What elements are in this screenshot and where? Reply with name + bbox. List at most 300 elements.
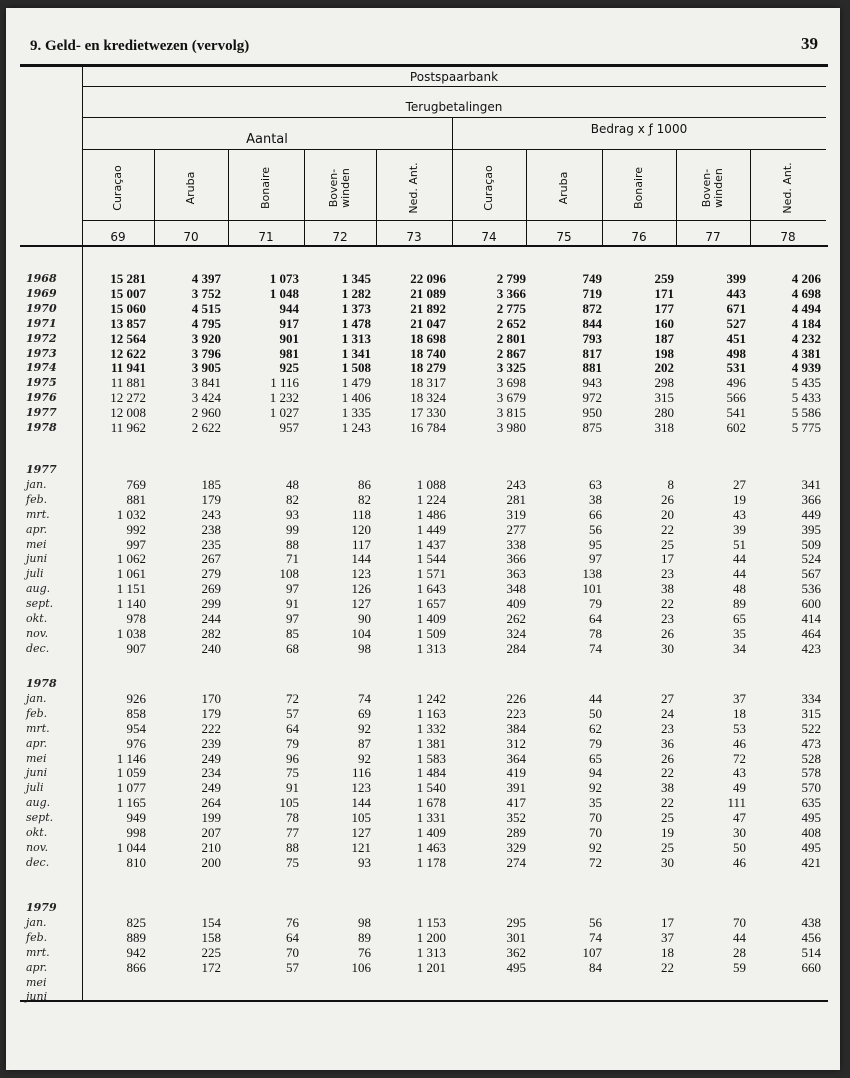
table-cell: 18 698	[410, 330, 446, 346]
table-cell: 531	[726, 360, 746, 376]
table-cell: 451	[726, 330, 746, 346]
table-cell: 1 381	[416, 735, 446, 751]
table-cell: 144	[351, 795, 371, 811]
table-cell: 925	[279, 360, 299, 376]
table-cell: 281	[506, 491, 526, 507]
table-cell: 123	[351, 780, 371, 796]
table-cell: 1 232	[269, 390, 299, 406]
table-cell: 301	[506, 929, 526, 945]
table-cell: 44	[733, 929, 746, 945]
row-label: 1977	[26, 463, 57, 476]
table-cell: 844	[582, 315, 602, 331]
table-cell: 117	[351, 536, 371, 552]
row-label: nov.	[26, 840, 49, 854]
table-cell: 118	[351, 506, 371, 522]
table-cell: 36	[661, 735, 674, 751]
table-cell: 18 324	[410, 390, 446, 406]
table-cell: 259	[654, 271, 674, 286]
table-cell: 602	[726, 420, 746, 435]
table-cell: 810	[126, 854, 146, 870]
row-label: 1973	[26, 346, 57, 360]
table-cell: 1 163	[416, 705, 446, 721]
table-cell: 364	[506, 750, 526, 766]
table-cell: 4 515	[191, 300, 221, 316]
table-cell: 97	[589, 551, 602, 567]
row-label: sept.	[26, 811, 54, 825]
table-cell: 94	[589, 765, 602, 781]
row-label: mrt.	[26, 721, 50, 735]
table-cell: 127	[351, 825, 371, 840]
table-cell: 3 796	[191, 345, 221, 361]
table-cell: 495	[506, 959, 526, 975]
table-cell: 4 698	[791, 285, 821, 301]
table-cell: 567	[801, 566, 821, 582]
table-cell: 1 486	[416, 506, 446, 522]
table-cell: 26	[661, 625, 674, 641]
table-cell: 111	[727, 795, 746, 811]
table-cell: 13 857	[110, 315, 146, 331]
table-cell: 907	[126, 640, 146, 656]
table-cell: 1 657	[416, 596, 446, 612]
table-cell: 43	[733, 506, 746, 522]
table-cell: 1 406	[341, 390, 371, 406]
row-label: 1971	[26, 316, 57, 330]
table-cell: 926	[126, 690, 146, 706]
table-cell: 881	[582, 360, 602, 376]
table-cell: 77	[286, 825, 299, 840]
row-label: okt.	[26, 826, 48, 839]
table-cell: 1 478	[341, 315, 371, 331]
table-cell: 4 232	[791, 330, 821, 346]
table-cell: 341	[801, 476, 821, 492]
table-cell: 76	[286, 914, 299, 930]
table-cell: 5 775	[791, 420, 821, 435]
table-cell: 28	[733, 944, 746, 960]
table-cell: 138	[582, 566, 602, 582]
table-cell: 74	[358, 690, 371, 706]
table-cell: 92	[589, 839, 602, 855]
table-cell: 438	[801, 914, 821, 930]
top-rule	[20, 64, 828, 67]
table-cell: 75	[286, 765, 299, 781]
table-cell: 21 892	[410, 300, 446, 316]
table-cell: 185	[201, 476, 221, 492]
row-label: aug.	[26, 796, 51, 810]
table-cell: 154	[201, 914, 221, 930]
table-cell: 315	[654, 390, 674, 406]
table-cell: 158	[201, 929, 221, 945]
table-cell: 749	[582, 271, 602, 286]
table-cell: 12 272	[110, 390, 146, 406]
table-cell: 15 060	[110, 300, 146, 316]
table-cell: 43	[733, 765, 746, 781]
table-cell: 423	[801, 640, 821, 656]
table-cell: 91	[286, 596, 299, 612]
column-number: 70	[183, 230, 199, 244]
table-cell: 16 784	[410, 420, 446, 435]
row-label: 1974	[26, 361, 57, 375]
table-cell: 82	[358, 491, 371, 507]
row-label: juni	[26, 990, 48, 1004]
table-cell: 1 073	[269, 271, 299, 286]
table-cell: 160	[654, 315, 674, 331]
table-cell: 59	[733, 959, 746, 975]
table-cell: 4 397	[191, 271, 221, 286]
table-cell: 26	[661, 491, 674, 507]
row-label: 1979	[26, 901, 57, 914]
table-cell: 44	[733, 566, 746, 582]
row-label: mrt.	[26, 945, 50, 959]
table-cell: 84	[589, 959, 602, 975]
table-cell: 35	[733, 625, 746, 641]
table-cell: 312	[506, 735, 526, 751]
table-cell: 1 341	[341, 345, 371, 361]
table-cell: 226	[506, 690, 526, 706]
table-cell: 23	[661, 566, 674, 582]
table-cell: 225	[201, 944, 221, 960]
table-cell: 92	[358, 720, 371, 736]
table-cell: 3 366	[496, 285, 526, 301]
table-cell: 443	[726, 285, 746, 301]
table-cell: 2 801	[496, 330, 526, 346]
table-cell: 62	[589, 720, 602, 736]
table-cell: 978	[126, 611, 146, 626]
table-cell: 121	[351, 839, 371, 855]
table-cell: 1 242	[416, 690, 446, 706]
table-cell: 170	[201, 690, 221, 706]
table-cell: 1 583	[416, 750, 446, 766]
row-label: 1975	[26, 376, 57, 390]
table-cell: 12 008	[110, 405, 146, 421]
table-cell: 944	[279, 300, 299, 316]
column-header: Aruba	[557, 171, 570, 205]
table-cell: 319	[506, 506, 526, 522]
table-cell: 348	[506, 581, 526, 597]
column-number: 71	[258, 230, 274, 244]
table-cell: 866	[126, 959, 146, 975]
table-cell: 1 178	[416, 854, 446, 870]
table-cell: 1 027	[269, 405, 299, 421]
table-cell: 524	[801, 551, 821, 567]
table-cell: 91	[286, 780, 299, 796]
table-cell: 79	[589, 735, 602, 751]
table-cell: 79	[286, 735, 299, 751]
table-cell: 57	[286, 705, 299, 721]
row-label: juli	[26, 567, 44, 581]
table-cell: 34	[733, 640, 746, 656]
table-cell: 414	[801, 611, 821, 626]
table-cell: 269	[201, 581, 221, 597]
table-cell: 881	[126, 491, 146, 507]
table-cell: 207	[201, 825, 221, 840]
table-cell: 25	[661, 810, 674, 826]
column-header: Curaçao	[111, 165, 124, 211]
column-number: 75	[556, 230, 572, 244]
table-cell: 18 317	[410, 375, 446, 391]
table-cell: 85	[286, 625, 299, 641]
row-label: 1977	[26, 406, 57, 420]
table-cell: 3 424	[191, 390, 221, 406]
table-cell: 1 678	[416, 795, 446, 811]
table-cell: 1 335	[341, 405, 371, 421]
table-cell: 528	[801, 750, 821, 766]
table-cell: 12 564	[110, 330, 146, 346]
table-cell: 238	[201, 521, 221, 537]
table-cell: 243	[506, 476, 526, 492]
table-cell: 566	[726, 390, 746, 406]
table-cell: 4 184	[791, 315, 821, 331]
table-cell: 324	[506, 625, 526, 641]
table-cell: 1 409	[416, 825, 446, 840]
table-cell: 70	[589, 825, 602, 840]
table-cell: 171	[654, 285, 674, 301]
table-cell: 1 153	[416, 914, 446, 930]
table-cell: 98	[358, 914, 371, 930]
table-cell: 1 508	[341, 360, 371, 376]
table-cell: 89	[733, 596, 746, 612]
table-cell: 954	[126, 720, 146, 736]
table-cell: 395	[801, 521, 821, 537]
col-divider	[602, 149, 603, 247]
row-label: aug.	[26, 582, 51, 596]
table-cell: 30	[661, 854, 674, 870]
header-rule-bottom	[20, 245, 828, 247]
table-cell: 282	[201, 625, 221, 641]
table-cell: 18 279	[410, 360, 446, 376]
table-cell: 97	[286, 581, 299, 597]
table-cell: 5 435	[791, 375, 821, 391]
table-cell: 123	[351, 566, 371, 582]
column-number: 73	[406, 230, 422, 244]
table-cell: 2 867	[496, 345, 526, 361]
column-header: Ned. Ant.	[407, 162, 420, 214]
table-cell: 93	[286, 506, 299, 522]
table-cell: 44	[733, 551, 746, 567]
table-cell: 70	[589, 810, 602, 826]
row-label: 1968	[26, 272, 57, 285]
table-cell: 11 881	[110, 375, 146, 391]
table-cell: 22	[661, 795, 674, 811]
table-cell: 1 437	[416, 536, 446, 552]
table-cell: 127	[351, 596, 371, 612]
table-cell: 1 038	[116, 625, 146, 641]
table-cell: 1 044	[116, 839, 146, 855]
table-cell: 4 206	[791, 271, 821, 286]
column-header: Boven- winden	[327, 168, 352, 208]
table-cell: 18	[733, 705, 746, 721]
col-divider	[676, 149, 677, 247]
table-cell: 409	[506, 596, 526, 612]
col-divider	[526, 149, 527, 247]
header-rule-2	[82, 117, 826, 118]
table-cell: 464	[801, 625, 821, 641]
table-cell: 536	[801, 581, 821, 597]
table-cell: 1 544	[416, 551, 446, 567]
header-rule-aantal	[82, 149, 452, 150]
table-cell: 72	[589, 854, 602, 870]
table-cell: 875	[582, 420, 602, 435]
table-cell: 210	[201, 839, 221, 855]
table-cell: 75	[286, 854, 299, 870]
table-cell: 126	[351, 581, 371, 597]
group-divider	[452, 117, 453, 247]
table-cell: 635	[801, 795, 821, 811]
table-cell: 299	[201, 596, 221, 612]
row-label: mei	[26, 537, 47, 551]
column-header: Boven- winden	[700, 168, 725, 208]
table-cell: 901	[279, 330, 299, 346]
table-cell: 338	[506, 536, 526, 552]
table-cell: 1 061	[116, 566, 146, 582]
column-number: 69	[110, 230, 126, 244]
table-cell: 69	[358, 705, 371, 721]
table-cell: 1 151	[116, 581, 146, 597]
bedrag-label: Bedrag x ƒ 1000	[590, 122, 688, 136]
table-cell: 57	[286, 959, 299, 975]
table-cell: 78	[589, 625, 602, 641]
table-cell: 1 540	[416, 780, 446, 796]
table-cell: 496	[726, 375, 746, 391]
table-cell: 3 980	[496, 420, 526, 435]
table-cell: 87	[358, 735, 371, 751]
table-cell: 64	[286, 929, 299, 945]
header-rule-1	[82, 86, 826, 87]
table-cell: 19	[733, 491, 746, 507]
table-cell: 274	[506, 854, 526, 870]
row-label: jan.	[26, 691, 47, 705]
table-cell: 419	[506, 765, 526, 781]
row-label: 1978	[26, 677, 57, 690]
table-cell: 4 939	[791, 360, 821, 376]
table-cell: 408	[801, 825, 821, 840]
row-label: jan.	[26, 477, 47, 491]
table-cell: 96	[286, 750, 299, 766]
table-cell: 1 165	[116, 795, 146, 811]
table-cell: 243	[201, 506, 221, 522]
table-cell: 56	[589, 521, 602, 537]
table-cell: 1 484	[416, 765, 446, 781]
table-cell: 267	[201, 551, 221, 567]
table-cell: 19	[661, 825, 674, 840]
table-cell: 1 116	[270, 375, 299, 391]
table-cell: 284	[506, 640, 526, 656]
table-cell: 79	[589, 596, 602, 612]
table-cell: 957	[279, 420, 299, 435]
table-cell: 15 007	[110, 285, 146, 301]
table-cell: 22	[661, 596, 674, 612]
table-cell: 5 586	[791, 405, 821, 421]
table-cell: 37	[661, 929, 674, 945]
table-cell: 4 795	[191, 315, 221, 331]
table-cell: 11 962	[110, 420, 146, 435]
table-cell: 46	[733, 854, 746, 870]
table-cell: 3 905	[191, 360, 221, 376]
table-cell: 98	[358, 640, 371, 656]
row-label: sept.	[26, 597, 54, 611]
column-header: Bonaire	[259, 166, 272, 210]
column-header: Aruba	[184, 171, 197, 205]
row-label: nov.	[26, 626, 49, 640]
row-label: okt.	[26, 612, 48, 625]
row-label: apr.	[26, 522, 48, 536]
table-cell: 18 740	[410, 345, 446, 361]
row-label: apr.	[26, 960, 48, 974]
table-cell: 244	[201, 611, 221, 626]
table-cell: 202	[654, 360, 674, 376]
table-cell: 366	[506, 551, 526, 567]
table-cell: 64	[589, 611, 602, 626]
table-cell: 70	[286, 944, 299, 960]
table-cell: 943	[582, 375, 602, 391]
table-cell: 495	[801, 839, 821, 855]
table-cell: 23	[661, 611, 674, 626]
table-cell: 289	[506, 825, 526, 840]
table-cell: 22	[661, 521, 674, 537]
table-cell: 90	[358, 611, 371, 626]
table-cell: 3 815	[496, 405, 526, 421]
table-cell: 1 201	[416, 959, 446, 975]
table-cell: 1 479	[341, 375, 371, 391]
row-label: 1978	[26, 421, 57, 434]
table-cell: 144	[351, 551, 371, 567]
bottom-rule	[20, 1000, 828, 1002]
table-cell: 12 622	[110, 345, 146, 361]
table-cell: 93	[358, 854, 371, 870]
table-cell: 74	[589, 929, 602, 945]
row-label: jan.	[26, 915, 47, 929]
table-cell: 104	[351, 625, 371, 641]
table-cell: 981	[279, 345, 299, 361]
table-cell: 1 332	[416, 720, 446, 736]
table-cell: 514	[801, 944, 821, 960]
table-cell: 997	[126, 536, 146, 552]
table-cell: 30	[733, 825, 746, 840]
table-cell: 298	[654, 375, 674, 391]
table-cell: 1 146	[116, 750, 146, 766]
col-divider	[750, 149, 751, 247]
table-cell: 949	[126, 810, 146, 826]
table-cell: 279	[201, 566, 221, 582]
table-cell: 942	[126, 944, 146, 960]
table-cell: 456	[801, 929, 821, 945]
table-cell: 2 775	[496, 300, 526, 316]
column-number: 74	[481, 230, 497, 244]
table-cell: 1 313	[341, 330, 371, 346]
table-cell: 47	[733, 810, 746, 826]
table-cell: 541	[726, 405, 746, 421]
table-cell: 1 409	[416, 611, 446, 626]
table-cell: 105	[351, 810, 371, 826]
table-cell: 50	[589, 705, 602, 721]
table-cell: 262	[506, 611, 526, 626]
table-cell: 23	[661, 720, 674, 736]
table-cell: 817	[582, 345, 602, 361]
table-cell: 65	[589, 750, 602, 766]
table-cell: 82	[286, 491, 299, 507]
table-cell: 719	[582, 285, 602, 301]
column-number: 72	[332, 230, 348, 244]
table-cell: 24	[661, 705, 674, 721]
table-cell: 64	[286, 720, 299, 736]
table-cell: 53	[733, 720, 746, 736]
table-cell: 223	[506, 705, 526, 721]
table-cell: 1 313	[416, 640, 446, 656]
table-cell: 1 032	[116, 506, 146, 522]
table-cell: 51	[733, 536, 746, 552]
group-title: Postspaarbank	[409, 70, 499, 84]
table-cell: 1 373	[341, 300, 371, 316]
header-rule-bedrag	[452, 149, 826, 150]
